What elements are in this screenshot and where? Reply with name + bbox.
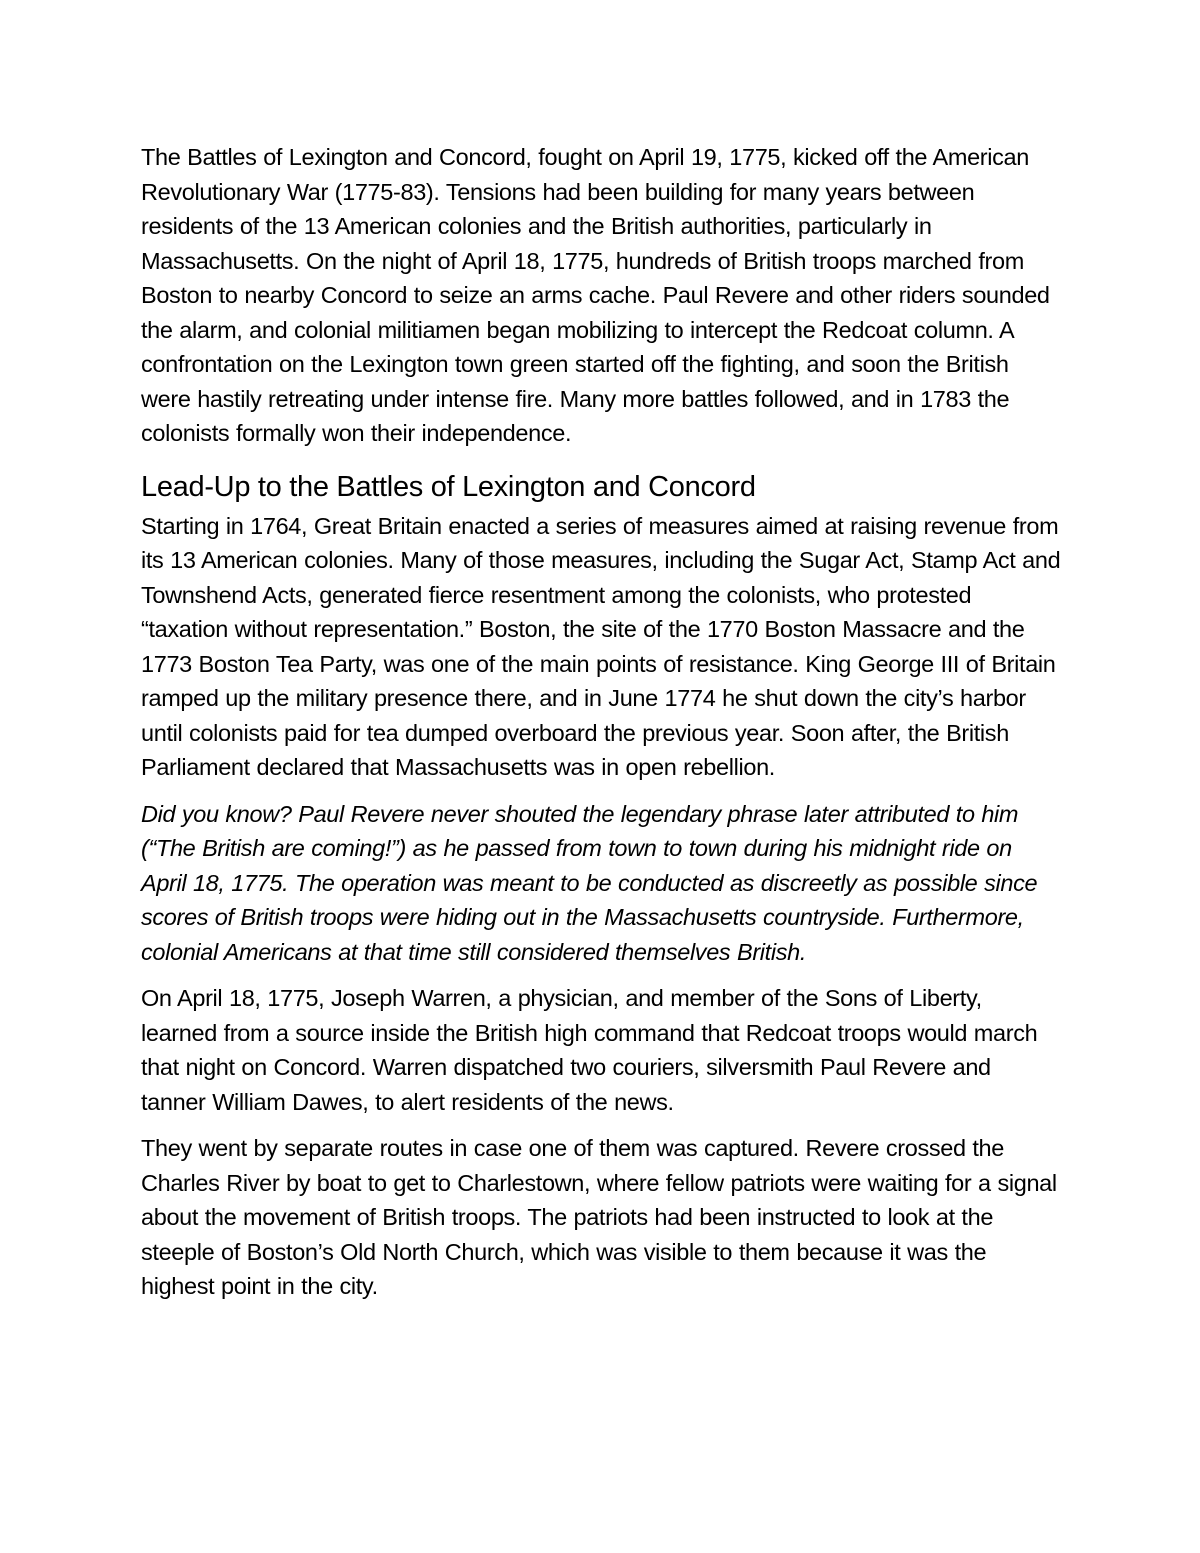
intro-paragraph: The Battles of Lexington and Concord, fought on April 19, 1775, kicked off the American Revolutionary War (1775-83). Tensions had been building for many years between residents of the 13 American colonies and the British authorities, particularly in Massachusetts. On the night of April 18, 1775, hundreds of British troops marched from Boston to nearby Concord to seize an arms cache. Paul Revere and other riders sounded the alarm, and colonial militiamen began mobilizing to intercept the Redcoat column. A confrontation on the Lexington town green started off the fighting, and soon the British were hastily retreating under intense fire. Many more battles followed, and in 1783 the colonists formally won their independence. [141,144,1050,446]
section-heading: Lead-Up to the Battles of Lexington and Concord [141,470,756,503]
body-paragraph-2: On April 18, 1775, Joseph Warren, a physician, and member of the Sons of Liberty, learned from a source inside the British high command that Redcoat troops would march that night on Concord. Warren dispatched two couriers, silversmith Paul Revere and tanner William Dawes, to alert residents of the news. [141,985,1038,1115]
body-paragraph-1: Starting in 1764, Great Britain enacted a series of measures aimed at raising revenue from its 13 American colonies. Many of those measures, including the Sugar Act, Stamp Act and Townshend Acts, generated fierce resentment among the colonists, who protested “taxation without representation.” Boston, the site of the 1770 Boston Massacre and the 1773 Boston Tea Party, was one of the main points of resistance. King George III of Britain ramped up the military presence there, and in June 1774 he shut down the city’s harbor until colonists paid for tea dumped overboard the previous year. Soon after, the British Parliament declared that Massachusetts was in open rebellion. [141,512,1061,780]
did-you-know-paragraph: Did you know? Paul Revere never shouted the legendary phrase later attributed to him (“The British are coming!”) as he passed from town to town during his midnight ride on April 18, 1775. The operation was meant to be conducted as discreetly as possible since scores of British troops were hiding out in the Massachusetts countryside. Furthermore, colonial Americans at that time still considered themselves British. [141,800,1038,965]
document-page [141,140,1061,1304]
body-paragraph-3: They went by separate routes in case one of them was captured. Revere crossed the Charles River by boat to get to Charlestown, where fellow patriots were waiting for a signal about the movement of British troops. The patriots had been instructed to look at the steeple of Boston’s Old North Church, which was visible to them because it was the highest point in the city. [141,1135,1057,1299]
